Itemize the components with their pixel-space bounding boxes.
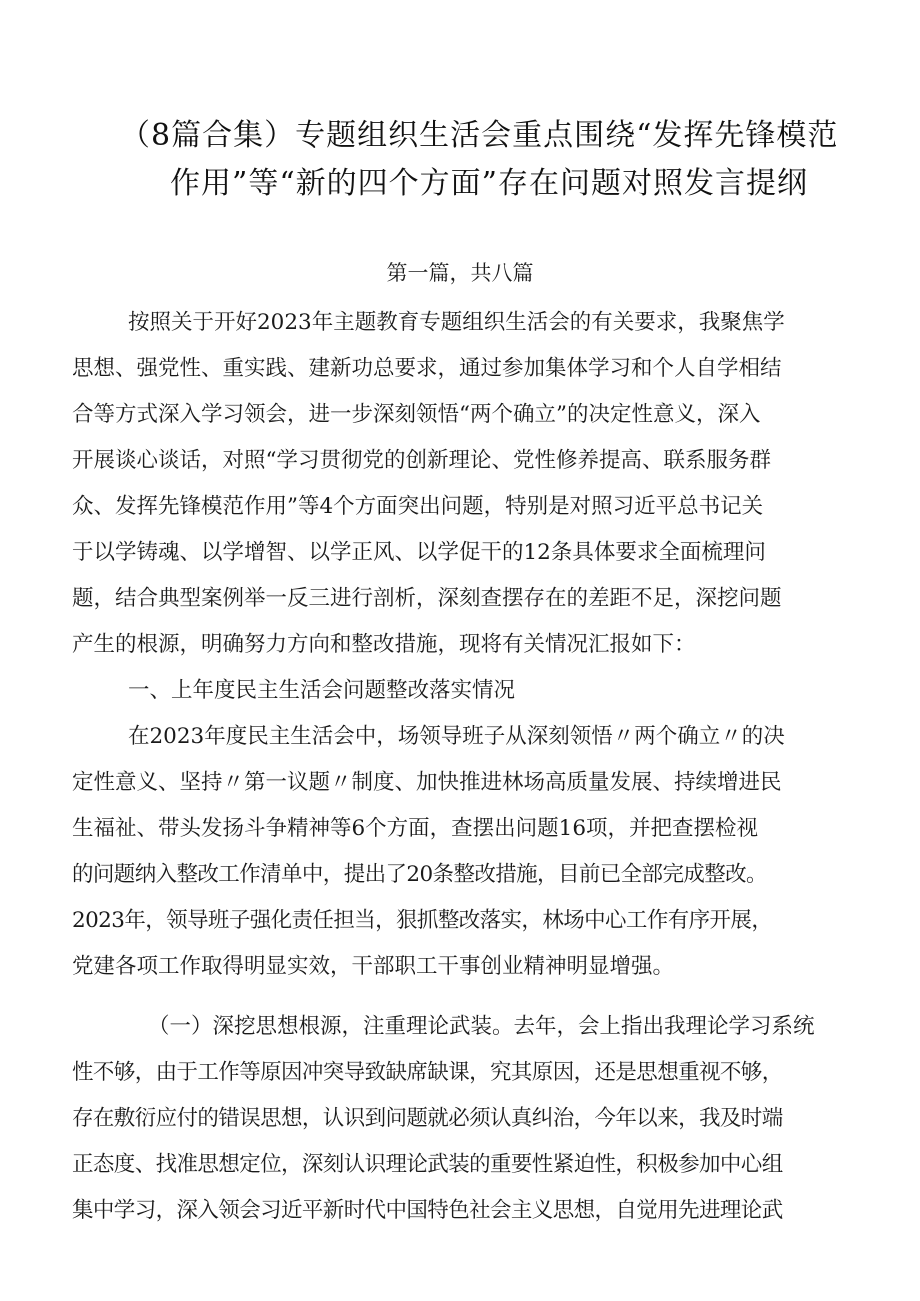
paragraph-rectification (72, 714, 852, 990)
text-line: 产生的根源，明确努力方向和整改措施，现将有关情况汇报如下： (72, 632, 696, 657)
text-line: 生福祉、带头发扬斗争精神等6个方面，查摆出问题16项，并把查摆检视 (72, 816, 759, 841)
text-line: 党建各项工作取得明显实效，干部职工干事创业精神明显增强。 (72, 954, 675, 979)
title-line: 作用”等“新的四个方面”存在问题对照发言提纲 (170, 166, 809, 201)
text-line: 于以学铸魂、以学增智、以学正风、以学促干的12条具体要求全面梳理问 (72, 540, 766, 565)
text-line: 众、发挥先锋模范作用”等4个方面突出问题，特别是对照习近平总书记关 (72, 494, 764, 519)
text-line: 思想、强党性、重实践、建新功总要求，通过参加集体学习和个人自学相结 (72, 356, 782, 381)
text-line: 按照关于开好2023年主题教育专题组织生活会的有关要求，我聚焦学 (128, 310, 785, 335)
document-title (120, 112, 850, 208)
document-body (72, 300, 852, 1234)
text-line: 题，结合典型案例举一反三进行剖析，深刻查摆存在的差距不足，深挖问题 (72, 586, 782, 611)
text-line: 2023年，领导班子强化责任担当，狠抓整改落实，林场中心工作有序开展， (72, 908, 773, 933)
section-heading: 第一篇，共八篇 (386, 261, 534, 285)
text-line: （一）深挖思想根源，注重理论武装。去年，会上指出我理论学习系统 (148, 1014, 815, 1039)
text-line: 开展谈心谈话，对照“学习贯彻党的创新理论、党性修养提高、联系服务群 (72, 448, 771, 473)
text-line: 在2023年度民主生活会中，场领导班子从深刻领悟〃两个确立〃的决 (128, 724, 785, 749)
subheading (72, 668, 852, 714)
text-line: 性不够，由于工作等原因冲突导致缺席缺课，究其原因，还是思想重视不够， (72, 1060, 783, 1085)
title-line: （8篇合集）专题组织生活会重点围绕“发挥先锋模范 (120, 118, 839, 153)
text-line: 一、上年度民主生活会问题整改落实情况 (128, 678, 516, 703)
text-line: 合等方式深入学习领会，进一步深刻领悟“两个确立”的决定性意义，深入 (72, 402, 761, 427)
text-line: 存在敷衍应付的错误思想，认识到问题就必须认真纠治，今年以来，我及时端 (72, 1106, 783, 1131)
paragraph-theory (72, 1004, 852, 1234)
text-line: 的问题纳入整改工作清单中，提出了20条整改措施，目前已全部完成整改。 (72, 862, 767, 887)
paragraph-intro (72, 300, 852, 668)
text-line: 集中学习，深入领会习近平新时代中国特色社会主义思想，自觉用先进理论武 (72, 1198, 783, 1223)
text-line: 正态度、找准思想定位，深刻认识理论武装的重要性紧迫性，积极参加中心组 (72, 1152, 783, 1177)
text-line: 定性意义、坚持〃第一议题〃制度、加快推进林场高质量发展、持续增进民 (72, 770, 782, 795)
